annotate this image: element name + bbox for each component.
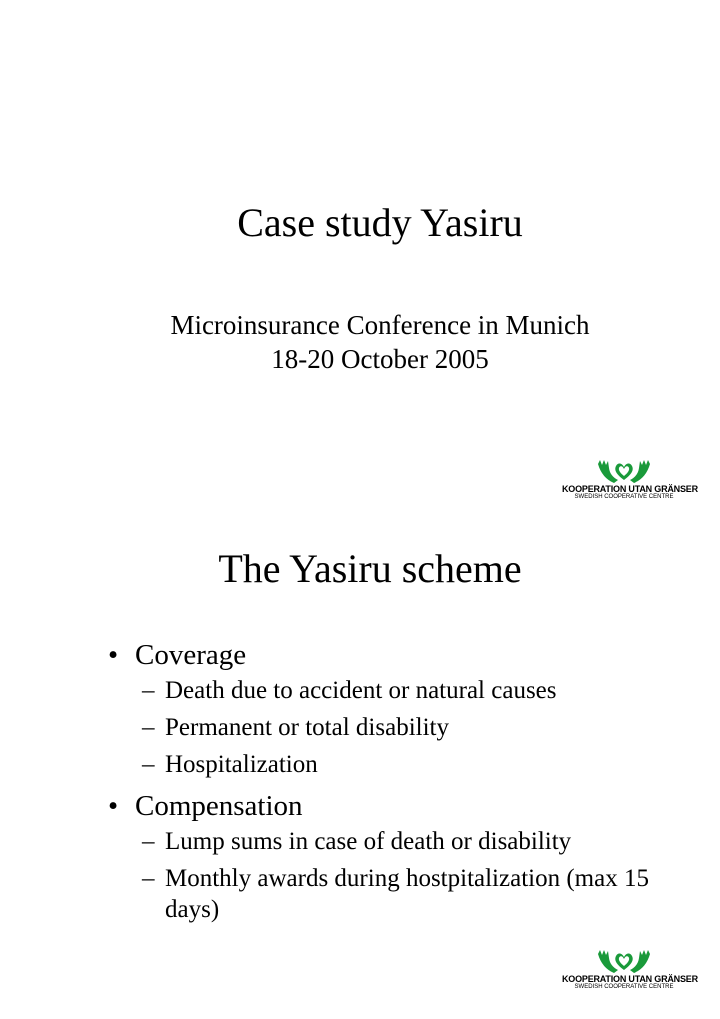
hands-heart-icon [596,948,652,974]
subtitle-line: Microinsurance Conference in Munich [170,310,590,340]
bullet-label: Coverage [135,639,247,671]
sub-item-text: Lump sums in case of death or disability [165,828,572,855]
sub-item-text: Permanent or total disability [165,714,449,741]
logo-tagline: SWEDISH COOPERATIVE CENTRE [574,984,674,990]
hands-heart-icon [596,458,652,484]
sub-item [108,675,688,706]
bullet-glyph: • [108,790,119,822]
dash-glyph: – [142,714,155,741]
dash-glyph: – [142,865,155,892]
dash-glyph: – [142,751,155,778]
subtitle-line: 18-20 October 2005 [271,344,489,374]
slide-subtitle [0,308,720,376]
bullet-coverage [108,635,688,675]
sub-item-text: Hospitalization [165,751,318,778]
sub-item-text: Monthly awards during hostpitalization (max 15 days) [165,865,649,923]
sub-list-compensation [108,826,688,925]
bullet-glyph: • [108,639,119,671]
bullet-compensation [108,786,688,826]
organization-logo [562,948,698,994]
logo-tagline: SWEDISH COOPERATIVE CENTRE [574,494,674,500]
slide-heading: The Yasiru scheme [218,546,522,591]
logo-name: KOOPERATION UTAN GRÄNSER [562,484,698,494]
sub-item [108,712,688,743]
slide-scheme [0,510,720,1019]
bullet-label: Compensation [135,790,303,822]
dash-glyph: – [142,828,155,855]
bullet-list [108,635,688,931]
sub-item [108,863,688,925]
sub-item-text: Death due to accident or natural causes [165,677,557,704]
slide-title-heading: Case study Yasiru [237,200,523,245]
sub-list-coverage [108,675,688,780]
organization-logo [562,458,698,504]
sub-item [108,826,688,857]
logo-name: KOOPERATION UTAN GRÄNSER [562,974,698,984]
sub-item [108,749,688,780]
dash-glyph: – [142,677,155,704]
